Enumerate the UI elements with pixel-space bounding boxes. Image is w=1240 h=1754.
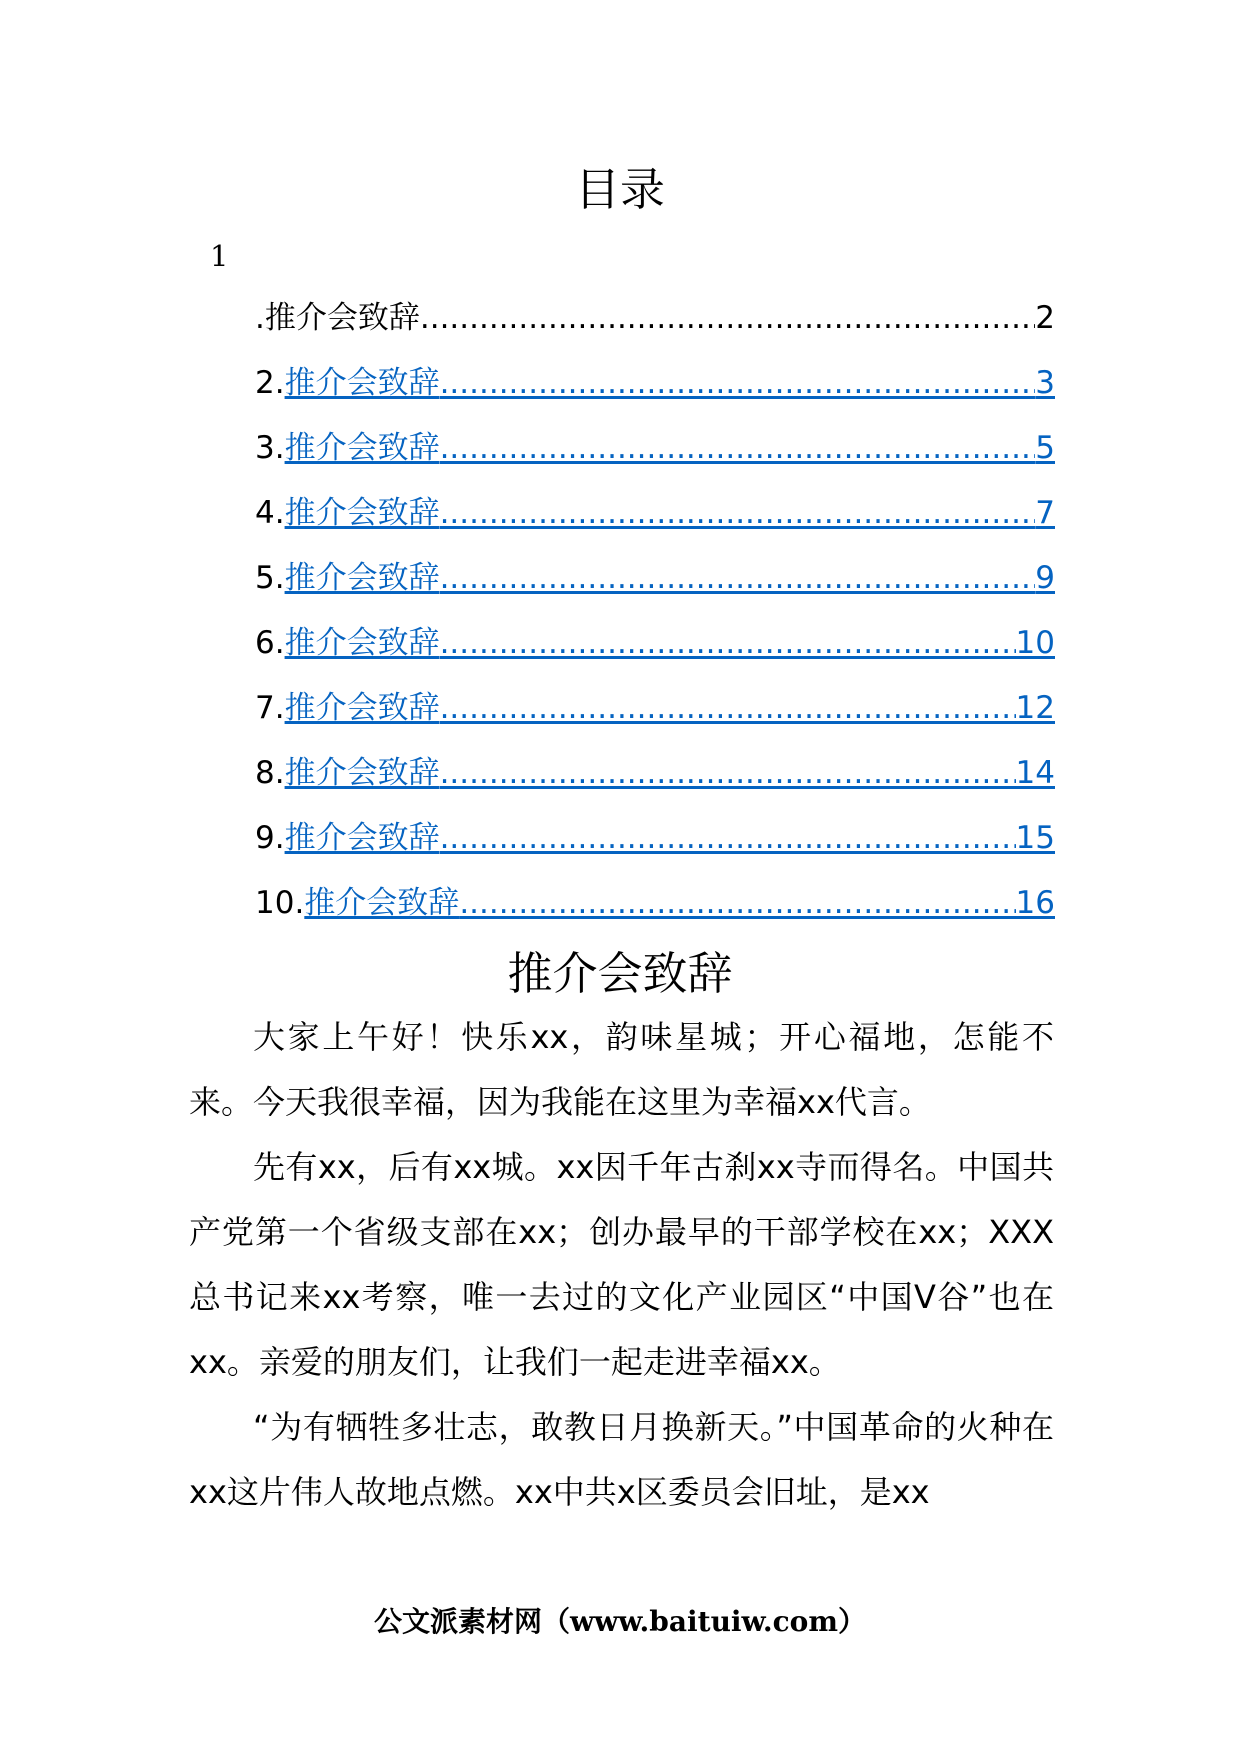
toc-entry-link[interactable] [285, 621, 1055, 665]
toc-entry-number: 5. [255, 560, 285, 596]
toc-dot-leader [440, 816, 1016, 860]
toc-entry [255, 426, 1055, 491]
toc-dot-leader [440, 556, 1036, 600]
toc-entry-number: 9. [255, 820, 285, 856]
toc-entry [255, 686, 1055, 751]
toc-entry [255, 881, 1055, 946]
toc-entry-number: 6. [255, 625, 285, 661]
toc-entry-page: 9 [1035, 560, 1055, 596]
document-body [189, 1005, 1054, 1525]
toc-entry-page: 10 [1015, 625, 1055, 661]
toc-entry-title: 推介会致辞 [284, 560, 440, 596]
toc-entry-title: 推介会致辞 [284, 625, 440, 661]
toc-dot-leader [440, 361, 1036, 405]
toc-entry-page: 14 [1015, 755, 1055, 791]
toc-entry-title: 推介会致辞 [284, 430, 440, 466]
toc-entry-link[interactable] [285, 816, 1055, 860]
toc-entry-link[interactable] [285, 686, 1055, 730]
toc-entry-link[interactable] [304, 881, 1055, 925]
toc-entry-title: 推介会致辞 [284, 690, 440, 726]
toc-entry [255, 556, 1055, 621]
toc-entry-link[interactable] [285, 426, 1055, 470]
table-of-contents [255, 296, 1055, 946]
document-title: 推介会致辞 [507, 947, 733, 1000]
toc-dot-leader [440, 621, 1016, 665]
toc-entry-title: 推介会致辞 [284, 755, 440, 791]
toc-entry-page: 15 [1015, 820, 1055, 856]
toc-dot-leader [440, 686, 1016, 730]
toc-entry-title: .推介会致辞 [255, 300, 420, 336]
footer-watermark: 公文派素材网（www.baituiw.com） [374, 1605, 866, 1638]
toc-entry-link[interactable] [285, 556, 1055, 600]
body-paragraph: 大家上午好！快乐xx，韵味星城；开心福地，怎能不来。今天我很幸福，因为我能在这里为幸福xx代言。 [189, 1018, 1054, 1121]
toc-entry [255, 621, 1055, 686]
toc-entry-title: 推介会致辞 [284, 820, 440, 856]
toc-entry-page: 5 [1035, 430, 1055, 466]
toc-entry-page: 12 [1015, 690, 1055, 726]
toc-entry-number: 8. [255, 755, 285, 791]
toc-entry-number: 2. [255, 365, 285, 401]
toc-dot-leader [440, 491, 1036, 535]
toc-entry-link[interactable] [285, 751, 1055, 795]
toc-dot-leader [440, 751, 1016, 795]
toc-entry-link[interactable] [255, 296, 1055, 340]
toc-entry-page: 7 [1035, 495, 1055, 531]
toc-entry-page: 2 [1035, 300, 1055, 336]
toc-entry-link[interactable] [285, 361, 1055, 405]
toc-dot-leader [459, 881, 1015, 925]
toc-entry [255, 361, 1055, 426]
toc-title: 目录 [574, 163, 665, 216]
toc-entry-number: 10. [255, 885, 305, 921]
toc-entry-link[interactable] [285, 491, 1055, 535]
toc-dot-leader [440, 426, 1036, 470]
toc-entry-title: 推介会致辞 [284, 365, 440, 401]
body-paragraph: 先有xx，后有xx城。xx因千年古刹xx寺而得名。中国共产党第一个省级支部在xx；创办最早的干部学校在xx；XXX总书记来xx考察，唯一去过的文化产业园区“中国V谷”也在xx。亲爱的朋友们，让我们一起走进幸福xx。 [189, 1148, 1054, 1381]
toc-marker: 1 [210, 239, 229, 273]
toc-entry-page: 3 [1035, 365, 1055, 401]
toc-entry-number: 7. [255, 690, 285, 726]
toc-entry [255, 491, 1055, 556]
toc-entry-page: 16 [1015, 885, 1055, 921]
toc-dot-leader [420, 296, 1035, 340]
toc-entry-title: 推介会致辞 [304, 885, 460, 921]
toc-entry-number: 4. [255, 495, 285, 531]
body-paragraph: “为有牺牲多壮志，敢教日月换新天。”中国革命的火种在xx这片伟人故地点燃。xx中共x区委员会旧址，是xx [189, 1408, 1054, 1511]
toc-entry [255, 296, 1055, 361]
toc-entry-title: 推介会致辞 [284, 495, 440, 531]
toc-entry [255, 751, 1055, 816]
toc-entry [255, 816, 1055, 881]
toc-entry-number: 3. [255, 430, 285, 466]
